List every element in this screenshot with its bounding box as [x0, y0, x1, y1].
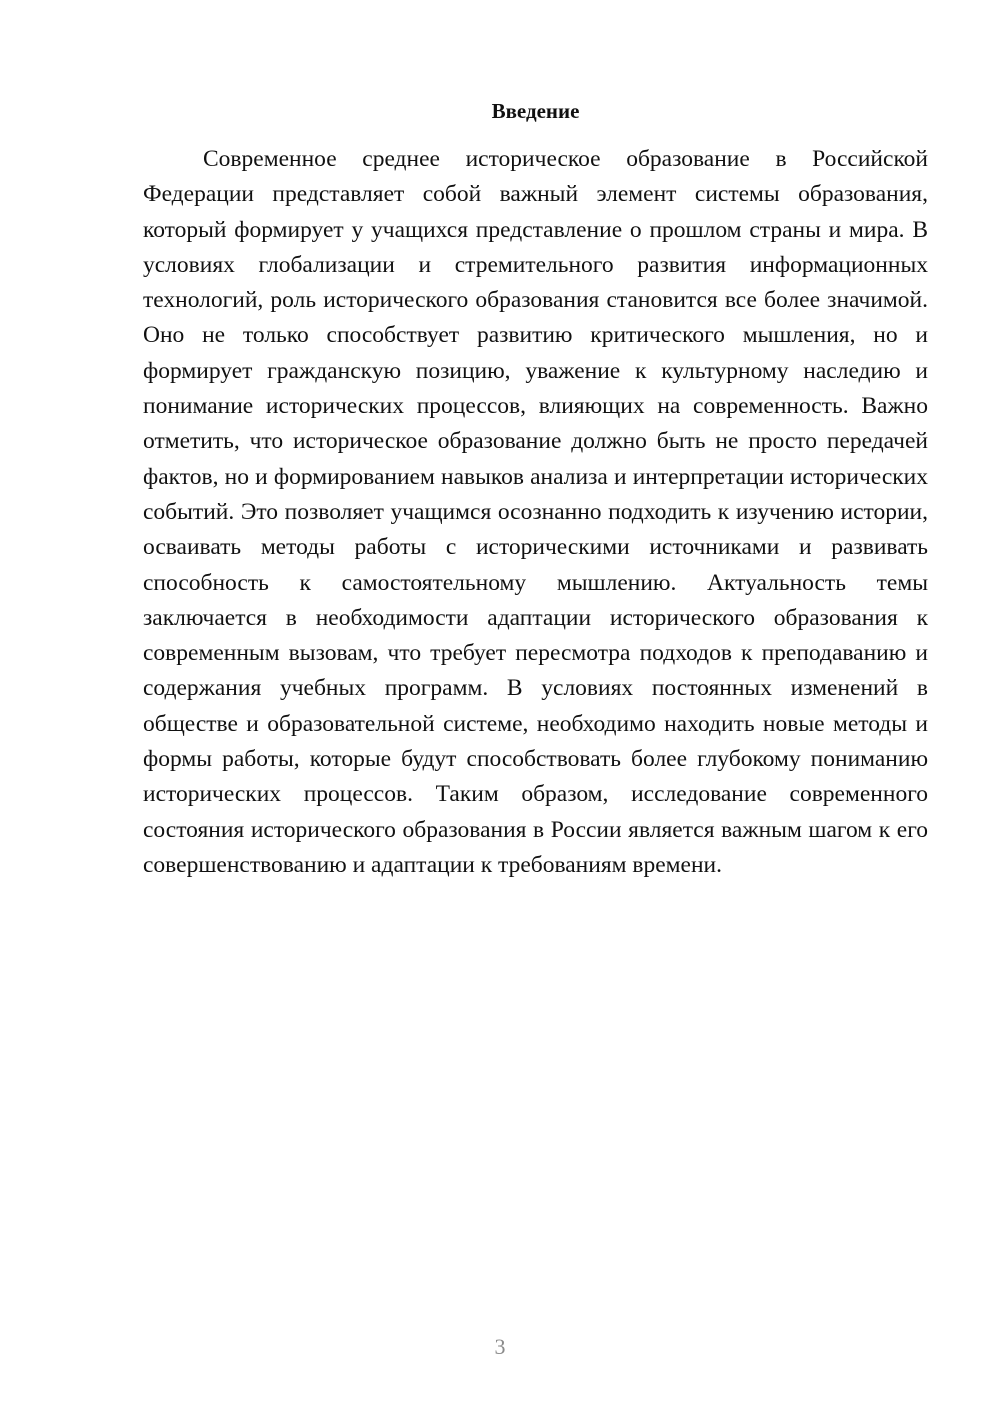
page-number: 3 — [494, 1334, 506, 1359]
body-paragraph: Современное среднее историческое образование в Российской Федерации представляет собой важный элемент системы образования, который формирует у учащихся представление о прошлом страны и мира. В условиях глобализации и стремительного развития информационных технологий, роль исторического образования становится все более значимой. Оно не только способствует развитию критического мышления, но и формирует гражданскую позицию, уважение к культурному наследию и понимание исторических процессов, влияющих на современность. Важно отметить, что историческое образование должно быть не просто передачей фактов, но и формированием навыков анализа и интерпретации исторических событий. Это позволяет учащимся осознанно подходить к изучению истории, осваивать методы работы с историческими источниками и развивать способность к самостоятельному мышлению. Актуальность темы заключается в необходимости адаптации исторического образования к современным вызовам, что требует пересмотра подходов к преподаванию и содержания учебных программ. В условиях постоянных изменений в обществе и образовательной системе, необходимо находить новые методы и формы работы, которые будут способствовать более глубокому пониманию исторических процессов. Таким образом, исследование современного состояния исторического образования в России является важным шагом к его совершенствованию и адаптации к требованиям времени. — [143, 146, 928, 878]
section-heading: Введение — [491, 99, 580, 123]
